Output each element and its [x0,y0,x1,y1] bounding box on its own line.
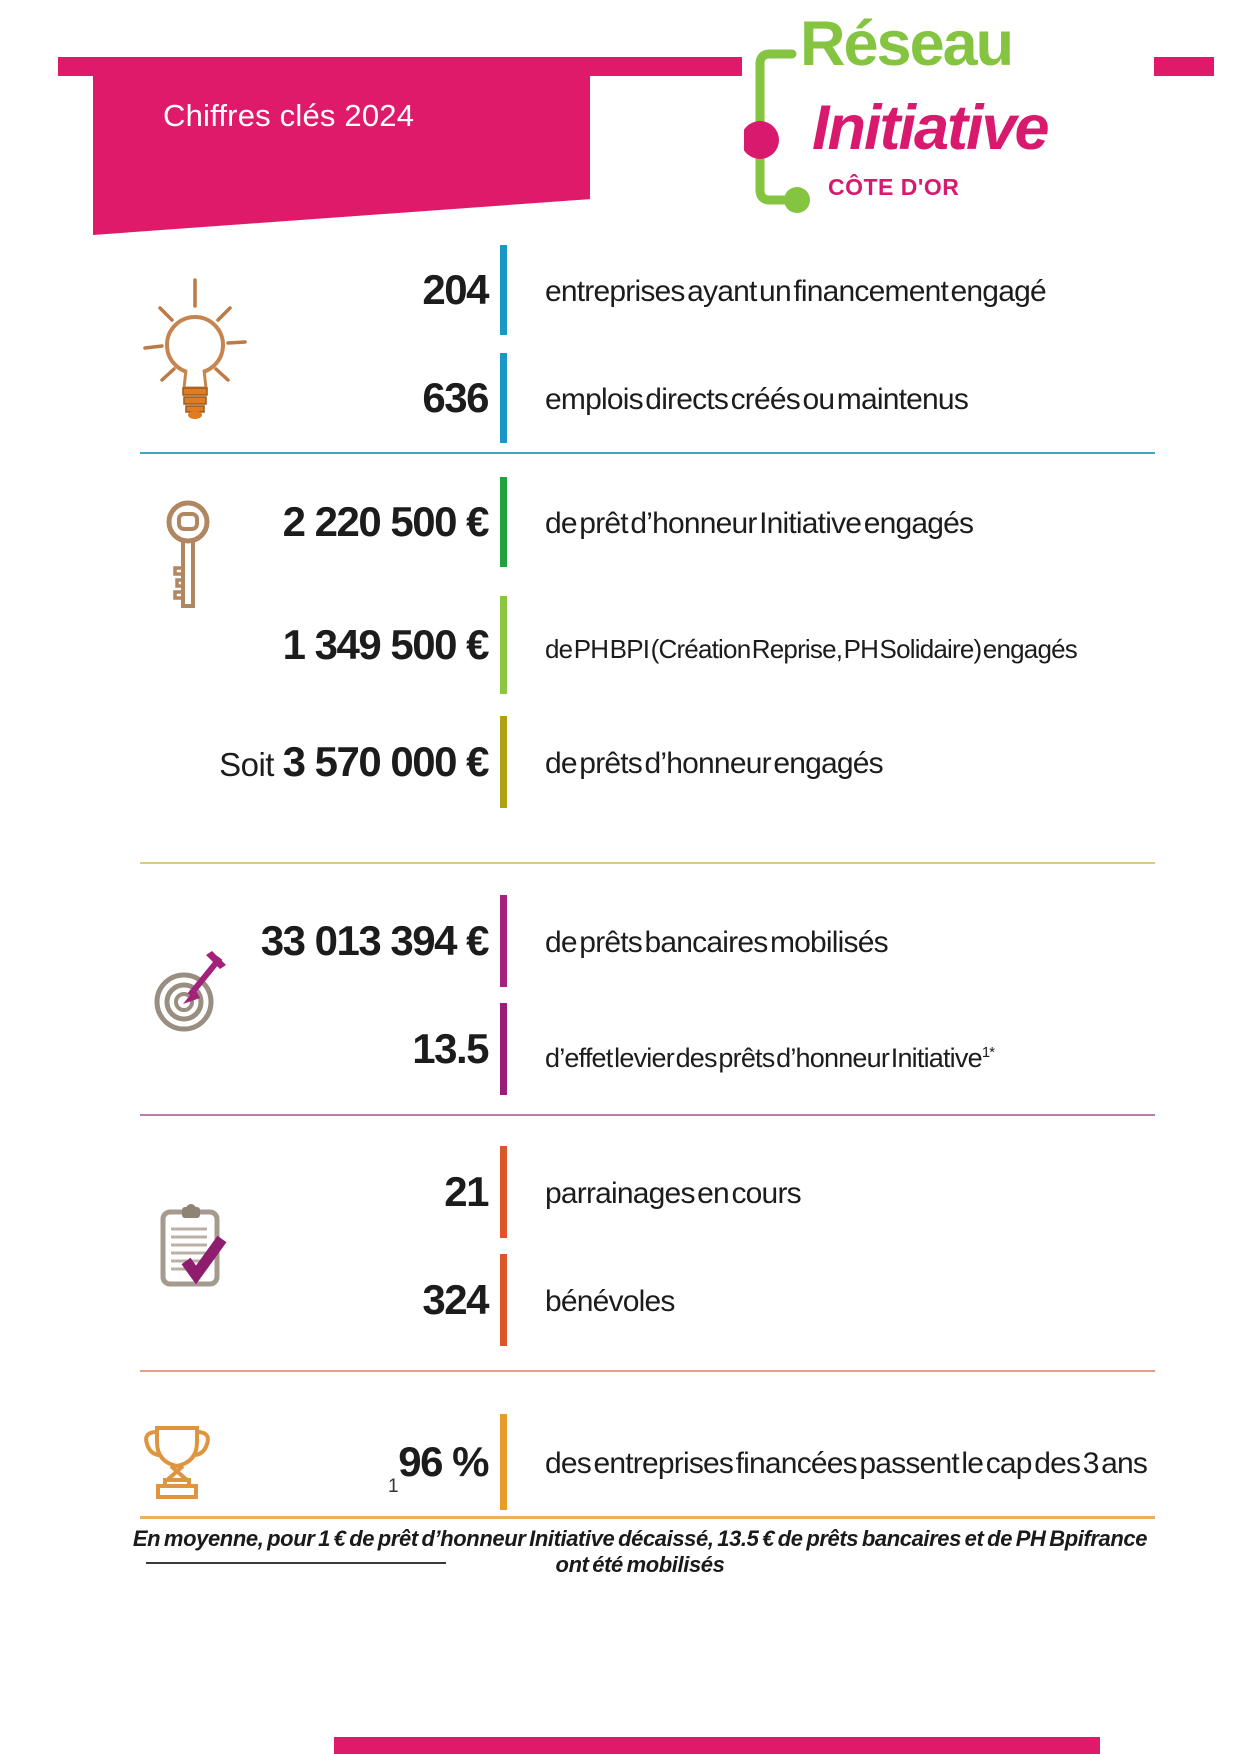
stat-value: 33 013 394 € [260,917,488,964]
stat-label: parrainages en cours [545,1177,801,1210]
stat-bar [500,1254,507,1346]
stat-bar [500,895,507,987]
stat-bar [500,245,507,335]
stat-label: d’effet levier des prêts d’honneur Initiative$^{1*}$ [545,1043,995,1073]
stat-label: de prêt d’honneur Initiative engagés [545,507,974,540]
footnote-divider [140,1516,1155,1519]
stat-value: 636 [422,374,488,421]
footnote-marker: 1 [388,1476,399,1497]
key-icon [158,498,218,613]
section-divider [140,1370,1155,1372]
lightbulb-icon [140,268,250,453]
clipboard-check-icon [158,1203,228,1288]
stat-label: de PH BPI (Création Reprise, PH Solidaire) engagés [545,634,1077,664]
stat-bar [500,1146,507,1238]
trophy-icon [141,1422,213,1502]
section-divider [140,1114,1155,1116]
footnote-rule [146,1562,446,1564]
stat-value: 1 349 500 € [282,621,488,668]
stat-label: bénévoles [545,1285,675,1318]
stat-value-number: 3 570 000 € [282,738,488,785]
stat-value: 21 [444,1168,488,1215]
logo-reseau: Réseau [800,9,1013,79]
footnote-reference: 1* [981,1045,995,1061]
stat-label: emplois directs créés ou maintenus [545,383,969,416]
stat-bar [500,1414,507,1510]
stat-bar [500,477,507,567]
stat-bar [500,716,507,808]
footnote-text: En moyenne, pour 1 € de prêt d’honneur Initiative décaissé, 13.5 € de prêts bancaires et de PH Bpifrance ont été mobilisés [132,1526,1148,1577]
target-icon [150,946,230,1041]
stat-bar [500,1003,507,1095]
stat-value: 96 % [398,1438,488,1485]
stat-label: entreprises ayant un financement engagé [545,275,1046,308]
logo-right-strip [1154,60,1214,75]
stat-value-prefix: Soit [219,746,283,783]
title-banner [93,72,590,235]
section-divider [140,862,1155,864]
stat-bar [500,353,507,443]
stat-value: 13.5 [412,1025,488,1072]
stat-value: 204 [422,266,488,313]
logo-initiative: Initiative [812,93,1048,163]
stat-value: 324 [422,1276,488,1323]
stat-value [219,738,488,786]
stat-label: de prêts bancaires mobilisés [545,926,888,959]
logo-cote-dor: CÔTE D'OR [828,174,960,200]
section-divider [140,452,1155,454]
page-title: Chiffres clés 2024 [163,98,415,133]
stat-label: de prêts d’honneur engagés [545,747,883,780]
stat-label: des entreprises financées passent le cap des 3 ans [545,1447,1148,1480]
bottom-pink-bar [334,1737,1100,1754]
stat-bar [500,596,507,694]
stat-value: 2 220 500 € [282,498,488,545]
